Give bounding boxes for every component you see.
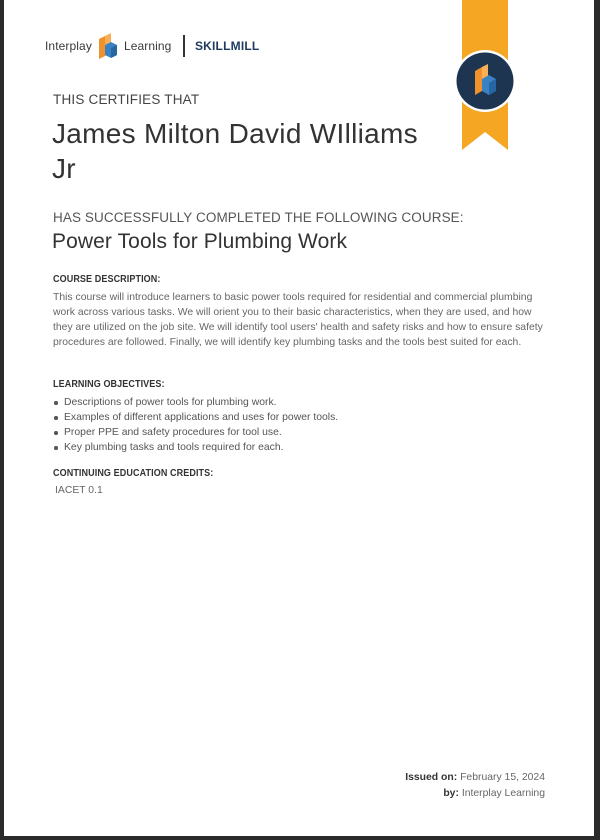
issue-info (405, 770, 545, 802)
course-title: Power Tools for Plumbing Work (52, 230, 348, 253)
recipient-name: James Milton David WIlliams Jr (52, 118, 418, 184)
issued-by-label: by: (443, 788, 459, 799)
issued-by-value: Interplay Learning (461, 788, 545, 799)
list-item: Proper PPE and safety procedures for tool use. (53, 425, 553, 440)
completed-label: HAS SUCCESSFULLY COMPLETED THE FOLLOWING COURSE: (53, 210, 464, 225)
issued-by-line (405, 786, 545, 802)
certifies-label: THIS CERTIFIES THAT (53, 92, 200, 107)
credits-value: IACET 0.1 (55, 485, 103, 496)
list-item: Examples of different applications and uses for power tools. (53, 410, 553, 425)
list-item: Key plumbing tasks and tools required for each. (53, 440, 553, 455)
interplay-logo (45, 30, 259, 62)
award-badge-icon (453, 49, 517, 113)
issued-date: February 15, 2024 (460, 772, 545, 783)
course-description-text: This course will introduce learners to basic power tools required for residential and commercial plumbing work across various tasks. We will orient you to their basic characteristics, when they are used, and how they are utilized on the job site. We will identify tool users' health and safety risks and how to ensure safety procedures are followed. Finally, we will identify key plumbing tasks and the tools best suited for each. (53, 292, 543, 348)
skillmill-logo: SKILLMILL (194, 39, 260, 53)
list-item: Descriptions of power tools for plumbing work. (53, 395, 553, 410)
certificate-page (4, 0, 594, 836)
logo-left-text: Interplay (45, 39, 92, 53)
interplay-cube-icon (97, 31, 119, 61)
issued-on-label: Issued on: (405, 772, 458, 783)
logo-right-text: Learning (123, 39, 172, 53)
learning-objectives-heading: LEARNING OBJECTIVES: (53, 378, 165, 390)
course-description-heading: COURSE DESCRIPTION: (53, 273, 161, 285)
issued-on-line (405, 770, 545, 786)
credits-heading: CONTINUING EDUCATION CREDITS: (53, 467, 214, 479)
learning-objectives-list (53, 395, 553, 455)
logo-divider (183, 35, 185, 57)
